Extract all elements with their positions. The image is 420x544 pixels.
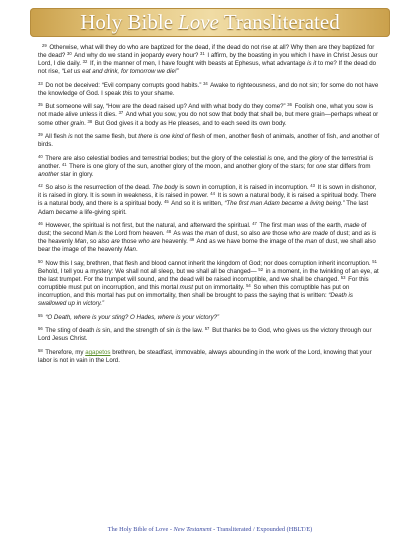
- verse-text: , so also: [86, 238, 112, 246]
- verse-number: 55: [38, 312, 43, 318]
- verse-text: brethren, be steadfast, immovable, always abounding in the work of the Lord, knowing that your labor is not in vain in the Lord.: [38, 348, 372, 364]
- header-banner: [30, 8, 390, 37]
- chapter-text: [38, 44, 381, 370]
- italic-text: another: [38, 170, 59, 178]
- verse-text: There is one glory of the sun, another glory of the moon, and another glory of the stars; for: [67, 162, 316, 170]
- italic-text: became: [55, 208, 78, 216]
- verse-text: in a moment, in the twinkling of an eye, at the last trumpet. For the trumpet will sound, and the dead will be raised incorruptible, and we shall be changed.: [38, 267, 379, 283]
- verse-text: The first man: [257, 222, 298, 230]
- verse-text: Do not be deceived: “Evil company corrupts good habits.”: [43, 81, 204, 89]
- verse-text: to your shame.: [132, 89, 175, 97]
- verse-text: So when this corruptible has put on incorruption, and this mortal has put on immortality, then shall be brought to pass the saying that is written:: [38, 284, 350, 300]
- scripture-quote: “O Death, where is your sting? O Hades, where is your victory?”: [45, 313, 220, 321]
- verse-text: of dust, we shall also bear the image of the heavenly: [38, 238, 376, 254]
- verse-text: And what you sow, you do not sow that body that shall be, but mere grain—perhaps wheat or some other: [38, 111, 379, 127]
- verse-text: a life-giving spirit.: [77, 208, 127, 216]
- scripture-quote: “Death is swallowed up in victory.”: [38, 292, 353, 308]
- verse-number: 57: [204, 326, 210, 332]
- greek-word-link[interactable]: agapetos: [85, 348, 111, 356]
- verse-text: to me? If the dead do not rise,: [38, 60, 377, 76]
- verse-text: of dust; and as: [328, 230, 372, 238]
- verse-number: 39: [38, 132, 43, 138]
- verse-text: As: [172, 230, 183, 238]
- italic-text: and: [339, 133, 350, 141]
- italic-text: Man: [124, 246, 136, 254]
- footer-text-1: The Holy Bible of Love -: [107, 526, 174, 533]
- banner-title-part2: Transliterated: [223, 10, 340, 34]
- verse-number: 40: [38, 153, 43, 159]
- verse-text: those: [270, 230, 290, 238]
- verse-text: Behold, I tell you a mystery: We shall not all sleep, but we shall all be changed—: [38, 267, 259, 275]
- verse-text: put on immortality.: [192, 284, 247, 292]
- italic-text: made: [344, 222, 360, 230]
- verse-text: one, and the: [271, 154, 310, 162]
- banner-title-love: Love: [178, 10, 219, 34]
- verse-number: 33: [38, 80, 43, 86]
- verse-text: So also: [43, 184, 68, 192]
- verse-paragraph: [38, 260, 381, 309]
- italic-text: Man: [74, 238, 87, 246]
- verse-text: those: [119, 238, 139, 246]
- verse-text: And why do we stand in jeopardy every hour?: [72, 52, 201, 60]
- verse-text: of dust; the second Man: [38, 222, 367, 238]
- verse-text: another of birds.: [38, 133, 380, 149]
- verse-number: 32: [82, 59, 88, 65]
- verse-paragraph: [38, 314, 381, 322]
- italic-text: is: [96, 327, 101, 335]
- verse-text: The last Adam: [38, 200, 369, 216]
- verse-text: the resurrection of the dead.: [72, 184, 153, 192]
- verse-text: the heavenly: [38, 238, 75, 246]
- verse-number: 51: [372, 258, 377, 264]
- verse-number: 47: [252, 221, 257, 227]
- verse-text: star in glory.: [58, 170, 94, 178]
- italic-text: is: [267, 154, 272, 162]
- verse-number: 31: [200, 51, 205, 57]
- banner-title-part1: Holy Bible: [80, 10, 174, 34]
- verse-text: Awake to righteousness, and do not sin; for some do not have the knowledge of God. I speak: [38, 81, 379, 97]
- verse-number: 44: [210, 191, 215, 197]
- verse-text: heavenly.: [160, 238, 190, 246]
- verse-number: 49: [189, 237, 195, 243]
- italic-text: grain: [70, 119, 85, 127]
- italic-text: man: [305, 238, 318, 246]
- verse-number: 54: [246, 283, 251, 289]
- verse-number: 56: [38, 326, 43, 332]
- verse-text: not the same flesh, but: [72, 133, 139, 141]
- scripture-quote: “The first man Adam became a living being.”: [224, 200, 345, 208]
- verse-number: 41: [61, 161, 67, 167]
- verse-text: There are also celestial bodies and terrestrial bodies; but the glory of the celestial: [43, 154, 268, 162]
- verse-text: .: [135, 246, 138, 254]
- verse-text: Foolish one, what you sow is not made alive unless it dies.: [38, 103, 374, 119]
- verse-number: 42: [38, 183, 43, 189]
- italic-text: is: [67, 184, 73, 192]
- italic-text: who are: [138, 238, 161, 246]
- italic-text: must: [179, 284, 193, 292]
- verse-paragraph: [38, 184, 381, 216]
- verse-number: 34: [203, 80, 208, 86]
- italic-text: was: [297, 222, 308, 230]
- verse-number: 53: [340, 274, 346, 280]
- italic-text: who are made: [289, 230, 329, 238]
- italic-text: is: [368, 154, 374, 162]
- page-footer: [0, 526, 420, 533]
- verse-text: But thanks be to God, who gives us the victory through our Lord Jesus Christ.: [38, 327, 372, 343]
- verse-number: 29: [42, 43, 47, 48]
- verse-text: of the terrestrial: [322, 154, 369, 162]
- italic-text: is: [176, 327, 181, 335]
- verse-text: All flesh: [43, 133, 69, 141]
- italic-text: is: [68, 133, 73, 141]
- verse-text: The sting of death: [43, 327, 97, 335]
- verse-paragraph: [38, 349, 381, 365]
- verse-text: Now this I say, brethren, that flesh and blood cannot inherit the kingdom of God; nor does corruption inherit incorruption.: [43, 259, 373, 267]
- verse-text: sin, and the strength of sin: [100, 327, 177, 335]
- italic-text: man: [205, 230, 218, 238]
- verse-text: And so it is written,: [169, 200, 225, 208]
- italic-text: one: [315, 162, 327, 170]
- verse-text: Otherwise, what will they do who are baptized for the dead, if the dead do not rise at all? Why then are they baptized for the dead?: [38, 44, 375, 60]
- verse-text: I affirm, by the boasting in you which I have in Christ Jesus our Lord, I die daily.: [38, 52, 378, 68]
- footer-text-2: New Testament: [173, 526, 212, 533]
- verse-text: star differs from: [326, 162, 371, 170]
- verse-text: Therefore, my: [43, 348, 86, 356]
- verse-text: But someone will say, “How are the dead raised up? And with what body do they come?”: [43, 103, 288, 111]
- verse-number: 36: [287, 102, 292, 108]
- italic-text: is: [371, 230, 377, 238]
- verse-number: 35: [38, 102, 43, 108]
- italic-text: this: [122, 89, 133, 97]
- italic-text: glory: [309, 154, 323, 162]
- verse-text: another.: [38, 162, 62, 170]
- verse-paragraph: [38, 327, 381, 343]
- verse-text: of the earth,: [307, 222, 345, 230]
- verse-number: 50: [38, 258, 43, 264]
- verse-text: the Lord from heaven.: [102, 230, 167, 238]
- verse-text: But God gives it a body as He pleases, and to each seed its own body.: [93, 119, 287, 127]
- verse-text: .: [84, 119, 88, 127]
- verse-number: 38: [87, 118, 93, 124]
- verse-paragraph: [38, 222, 381, 254]
- verse-number: 46: [38, 221, 43, 227]
- verse-text: It is sown in dishonor, it is raised in glory. It is sown in weakness, it is raised in power.: [38, 184, 377, 200]
- verse-number: 52: [258, 266, 264, 272]
- verse-paragraph: [38, 44, 381, 76]
- scripture-quote: “Let us eat and drink, for tomorrow we die!”: [61, 68, 179, 76]
- verse-text: And as we have borne the image of the: [195, 238, 306, 246]
- verse-text: It is sown a natural body, it is raised a spiritual body. There is a natural body, and there is a spiritual body.: [38, 192, 377, 208]
- verse-paragraph: [38, 133, 381, 149]
- italic-text: there is one kind of: [138, 133, 191, 141]
- verse-text: the law.: [180, 327, 205, 335]
- verse-text: is sown in corruption, it is raised in incorruption.: [177, 184, 311, 192]
- verse-text: of dust, so also: [217, 230, 262, 238]
- verse-number: 30: [67, 51, 72, 57]
- italic-text: is it: [307, 60, 317, 68]
- verse-paragraph: [38, 82, 381, 98]
- verse-number: 43: [310, 183, 315, 189]
- footer-text-3: - Transliterated / Expounded (HBLT/E): [211, 526, 313, 533]
- italic-text: was: [182, 230, 194, 238]
- verse-text: If, in the manner of men, I have fought with beasts at Ephesus, what advantage: [88, 60, 308, 68]
- verse-number: 48: [166, 229, 172, 235]
- verse-number: 37: [118, 110, 124, 116]
- italic-text: are: [111, 238, 120, 246]
- verse-paragraph: [38, 103, 381, 127]
- verse-number: 58: [38, 347, 43, 353]
- verse-paragraph: [38, 155, 381, 179]
- verse-text: flesh of men, another flesh of animals, another of fish,: [190, 133, 340, 141]
- italic-text: are: [261, 230, 271, 238]
- italic-text: is: [98, 230, 103, 238]
- verse-text: However, the spiritual is not first, but the natural, and afterward the spiritual.: [43, 222, 253, 230]
- verse-text: For this corruptible must put on incorruption, and this mortal: [38, 275, 369, 292]
- verse-text: the: [193, 230, 206, 238]
- italic-text: The body: [152, 184, 178, 192]
- verse-number: 45: [164, 199, 169, 205]
